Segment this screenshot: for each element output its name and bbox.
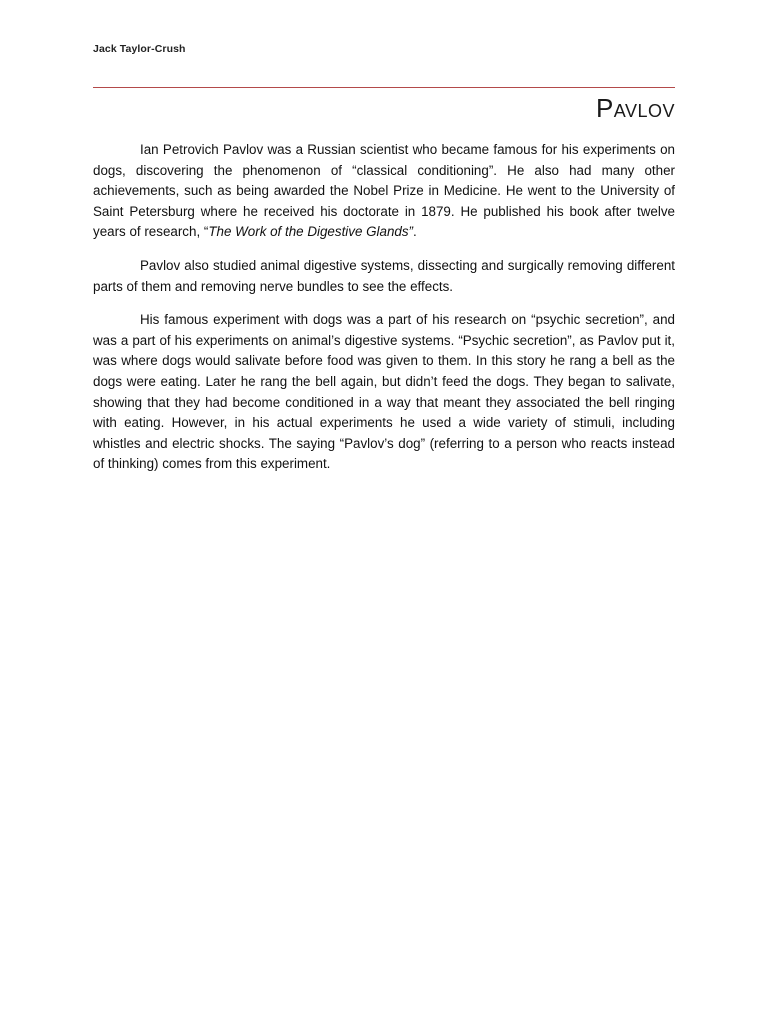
book-title: The Work of the Digestive Glands”: [208, 224, 414, 240]
paragraph-1-text: Ian Petrovich Pavlov was a Russian scientist who became famous for his experiments on dogs, discovering the phenomenon of “classical conditioning”. He also had many other achievements, such as being awarded the Nobel Prize in Medicine. He went to the University of Saint Petersburg where he received his doctorate in 1879. He published his book after twelve years of research, “: [93, 142, 675, 240]
document-body: [93, 140, 675, 488]
paragraph-2: Pavlov also studied animal digestive systems, dissecting and surgically removing different parts of them and removing nerve bundles to see the effects.: [93, 257, 675, 294]
paragraph-1: [93, 140, 675, 243]
paragraph-1-end: .: [413, 224, 417, 240]
document-title: Pavlov: [595, 93, 675, 123]
header-author: Jack Taylor-Crush: [93, 43, 186, 55]
paragraph-3: His famous experiment with dogs was a part of his research on “psychic secretion”, and was a part of his experiments on animal’s digestive systems. “Psychic secretion”, as Pavlov put it, was where dogs would salivate before food was given to them. In this story he rang a bell as the dogs were eating. Later he rang the bell again, but didn’t feed the dogs. They began to salivate, showing that they had become conditioned in a way that meant they associated the bell ringing with eating. However, in his actual experiments he used a wide variety of stimuli, including whistles and electric shocks. The saying “Pavlov’s dog” (referring to a person who reacts instead of thinking) comes from this experiment.: [93, 312, 675, 472]
title-divider: [93, 87, 675, 88]
